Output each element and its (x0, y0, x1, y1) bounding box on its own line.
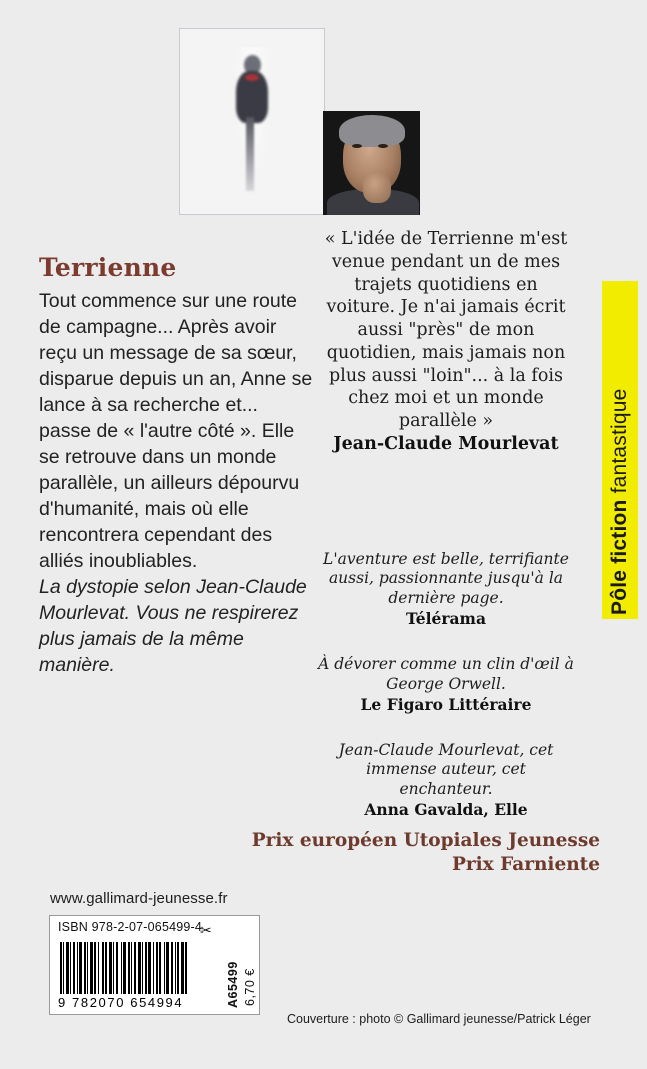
quotes-column (318, 228, 574, 820)
press-review-text: À dévorer comme un clin d'œil à George Orwell. (318, 654, 574, 693)
portrait-eye-right (378, 144, 388, 148)
page-title: Terrienne (39, 253, 177, 282)
scissors-icon: ✂ (200, 922, 212, 938)
author-quote-attribution: Jean-Claude Mourlevat (333, 433, 559, 454)
press-review-1 (318, 550, 574, 629)
barcode-price: 6,70 € (243, 968, 257, 1006)
author-portrait-photo (323, 111, 420, 215)
summary-column (39, 253, 314, 678)
author-quote-text: « L'idée de Terrienne m'est venue pendant un de mes trajets quotidiens en voiture. Je n'ai jamais écrit aussi "près" de mon quotidien, mais jamais non plus aussi "loin"... à la fois chez moi et un monde parallèle » (324, 229, 568, 431)
press-review-text: Jean-Claude Mourlevat, cet immense auteur, cet enchanteur. (338, 740, 554, 799)
press-review-source: Anna Gavalda, Elle (364, 800, 528, 820)
collection-genre: fantastique (608, 388, 631, 494)
cover-credit: Couverture : photo © Gallimard jeunesse/Patrick Léger (287, 1012, 591, 1026)
figure-legs (246, 117, 254, 191)
barcode-digits: 9 782070 654994 (58, 995, 184, 1010)
barcode-block (49, 915, 260, 1015)
portrait-hair (339, 115, 405, 147)
collection-band (602, 281, 638, 619)
press-review-2 (318, 655, 574, 715)
publisher-website[interactable]: www.gallimard-jeunesse.fr (50, 890, 228, 907)
barcode-bars (60, 942, 216, 994)
portrait-hand (363, 173, 391, 203)
isbn-label: ISBN 978-2-07-065499-4 (58, 920, 203, 934)
collection-name: Pôle fiction (608, 499, 631, 615)
prizes-list (180, 829, 600, 878)
portrait-eye-left (352, 144, 362, 148)
press-review-source: Le Figaro Littéraire (360, 694, 532, 714)
book-blurb-tagline: La dystopie selon Jean-Claude Mourlevat. Vous ne respirerez plus jamais de la même manière. (39, 576, 307, 677)
barcode-side-code: A65499 (226, 961, 240, 1008)
press-review-text: L'aventure est belle, terrifiante aussi, passionnante jusqu'à la dernière page. (323, 549, 569, 608)
collection-band-text (602, 281, 638, 619)
prize-item: Prix européen Utopiales Jeunesse (251, 830, 600, 851)
press-review-3 (318, 741, 574, 820)
cover-thumbnail-image (179, 28, 325, 215)
book-blurb: Tout commence sur une route de campagne... Après avoir reçu un message de sa sœur, disparue depuis un an, Anne se lance à sa recherche et... passe de « l'autre côté ». Elle se retrouve dans un monde parallèle, un ailleurs dépourvu d'humanité, mais où elle rencontrera cependant des alliés inoubliables. (39, 290, 313, 573)
press-review-source: Télérama (405, 608, 487, 628)
figure-red-accent (245, 74, 259, 81)
prize-item: Prix Farniente (451, 854, 600, 876)
cover-figure-illustration (224, 41, 280, 201)
